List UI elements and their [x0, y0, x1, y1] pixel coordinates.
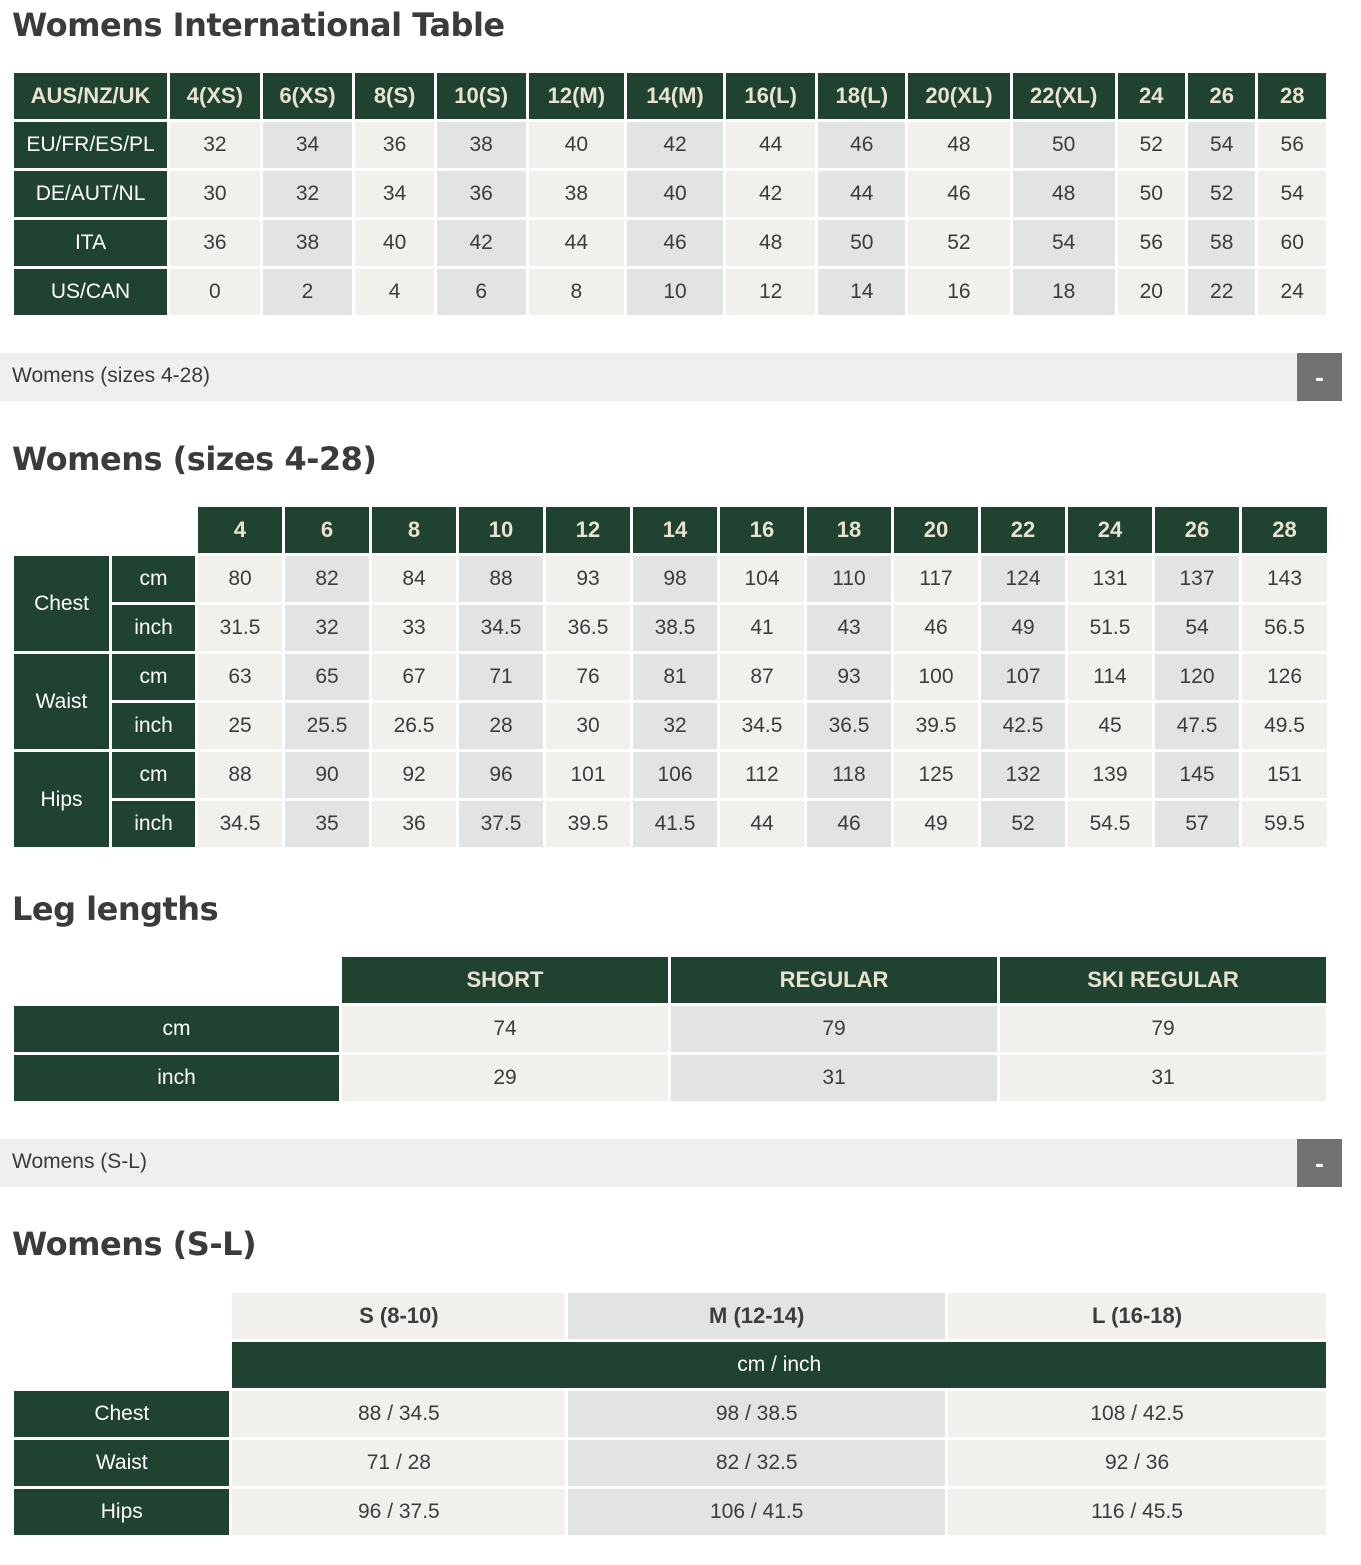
header-cell: 16 [720, 507, 804, 553]
table-cell: 26.5 [372, 703, 456, 749]
table-cell: 49.5 [1242, 703, 1327, 749]
header-cell: 28 [1258, 73, 1326, 119]
table-cell: 151 [1242, 752, 1327, 798]
group-header: Chest [14, 556, 109, 651]
header-cell: 28 [1242, 507, 1327, 553]
empty-corner-cell [14, 1293, 229, 1339]
header-cell: 26 [1155, 507, 1239, 553]
collapse-button[interactable]: - [1297, 353, 1342, 401]
table-cell: 31.5 [198, 605, 282, 651]
header-cell: 20 [894, 507, 978, 553]
table-cell: 38 [529, 171, 625, 217]
table-cell: 34.5 [198, 801, 282, 847]
table-cell: 46 [627, 220, 723, 266]
table-cell: 46 [818, 122, 905, 168]
table-cell: 71 / 28 [232, 1440, 565, 1486]
table-row [14, 269, 1326, 315]
unit-label-row [14, 1342, 1326, 1388]
table-cell: 108 / 42.5 [948, 1391, 1326, 1437]
table-cell: 82 / 32.5 [568, 1440, 945, 1486]
table-cell: 48 [908, 122, 1010, 168]
collapse-button[interactable]: - [1297, 1139, 1342, 1187]
table-cell: 36.5 [807, 703, 891, 749]
header-cell: 18(L) [818, 73, 905, 119]
table-cell: 32 [170, 122, 260, 168]
table-row [14, 801, 1327, 847]
table-cell: 36 [372, 801, 456, 847]
unit-header: cm [112, 654, 195, 700]
unit-header: inch [112, 801, 195, 847]
table-cell: 44 [726, 122, 816, 168]
table-cell: 39.5 [894, 703, 978, 749]
table-cell: 80 [198, 556, 282, 602]
table-cell: 36 [170, 220, 260, 266]
table-cell: 79 [1000, 1006, 1326, 1052]
header-cell: 24 [1068, 507, 1152, 553]
table-cell: 0 [170, 269, 260, 315]
table-cell: 44 [529, 220, 625, 266]
table-row [14, 1006, 1326, 1052]
table-cell: 34.5 [720, 703, 804, 749]
table-cell: 107 [981, 654, 1065, 700]
table-cell: 49 [894, 801, 978, 847]
table-cell: 38 [263, 220, 353, 266]
header-cell: 16(L) [726, 73, 816, 119]
header-cell: 12 [546, 507, 630, 553]
table-cell: 93 [546, 556, 630, 602]
table-cell: 50 [1118, 171, 1185, 217]
table-cell: 92 [372, 752, 456, 798]
table-row [14, 1489, 1326, 1535]
table-cell: 98 / 38.5 [568, 1391, 945, 1437]
unit-header: inch [14, 1055, 339, 1101]
table-cell: 49 [981, 605, 1065, 651]
table-cell: 60 [1258, 220, 1326, 266]
table-cell: 112 [720, 752, 804, 798]
table-cell: 36.5 [546, 605, 630, 651]
table-cell: 36 [437, 171, 526, 217]
header-cell: 10(S) [437, 73, 526, 119]
international-table-title: Womens International Table [12, 6, 505, 44]
header-cell: 26 [1188, 73, 1255, 119]
table-row [14, 220, 1326, 266]
table-row [14, 752, 1327, 798]
table-cell: 106 [633, 752, 717, 798]
header-cell: SKI REGULAR [1000, 957, 1326, 1003]
table-cell: 18 [1013, 269, 1115, 315]
table-cell: 51.5 [1068, 605, 1152, 651]
table-cell: 54 [1155, 605, 1239, 651]
table-cell: 74 [342, 1006, 668, 1052]
table-cell: 82 [285, 556, 369, 602]
table-row [14, 122, 1326, 168]
table-cell: 137 [1155, 556, 1239, 602]
table-cell: 96 / 37.5 [232, 1489, 565, 1535]
header-cell: 22 [981, 507, 1065, 553]
unit-header: cm [112, 752, 195, 798]
table-cell: 131 [1068, 556, 1152, 602]
table-cell: 54 [1188, 122, 1255, 168]
table-cell: 38.5 [633, 605, 717, 651]
table-cell: 88 / 34.5 [232, 1391, 565, 1437]
header-cell: 8 [372, 507, 456, 553]
row-header: EU/FR/ES/PL [14, 122, 167, 168]
unit-header: cm / inch [232, 1342, 1326, 1388]
table-cell: 56.5 [1242, 605, 1327, 651]
table-row [14, 605, 1327, 651]
table-cell: 41.5 [633, 801, 717, 847]
row-header: US/CAN [14, 269, 167, 315]
accordion-label: Womens (sizes 4-28) [12, 364, 211, 387]
table-cell: 2 [263, 269, 353, 315]
table-cell: 34 [263, 122, 353, 168]
table-cell: 40 [355, 220, 434, 266]
table-cell: 4 [355, 269, 434, 315]
header-cell: 6(XS) [263, 73, 353, 119]
header-cell: REGULAR [671, 957, 997, 1003]
table-cell: 50 [818, 220, 905, 266]
table-cell: 31 [1000, 1055, 1326, 1101]
accordion-label: Womens (S-L) [12, 1150, 147, 1173]
table-cell: 63 [198, 654, 282, 700]
table-cell: 90 [285, 752, 369, 798]
table-cell: 124 [981, 556, 1065, 602]
header-cell: 4 [198, 507, 282, 553]
size-header-cell: L (16-18) [948, 1293, 1326, 1339]
empty-corner-cell [14, 1342, 229, 1388]
table-cell: 31 [671, 1055, 997, 1101]
header-cell: 18 [807, 507, 891, 553]
leg-lengths-title: Leg lengths [12, 890, 219, 928]
table-cell: 114 [1068, 654, 1152, 700]
table-cell: 54 [1258, 171, 1326, 217]
table-cell: 41 [720, 605, 804, 651]
header-cell: 14(M) [627, 73, 723, 119]
table-cell: 81 [633, 654, 717, 700]
table-cell: 57 [1155, 801, 1239, 847]
table-cell: 34 [355, 171, 434, 217]
table-cell: 48 [1013, 171, 1115, 217]
table-cell: 87 [720, 654, 804, 700]
table-cell: 46 [908, 171, 1010, 217]
table-row [14, 1440, 1326, 1486]
row-header: Waist [14, 1440, 229, 1486]
table-cell: 58 [1188, 220, 1255, 266]
empty-corner-cell [14, 957, 339, 1003]
header-cell: 12(M) [529, 73, 625, 119]
table-cell: 120 [1155, 654, 1239, 700]
table-cell: 33 [372, 605, 456, 651]
table-row [14, 1055, 1326, 1101]
header-cell: 8(S) [355, 73, 434, 119]
header-cell: 20(XL) [908, 73, 1010, 119]
group-header: Hips [14, 752, 109, 847]
table-cell: 126 [1242, 654, 1327, 700]
table-cell: 110 [807, 556, 891, 602]
table-cell: 39.5 [546, 801, 630, 847]
header-cell: 4(XS) [170, 73, 260, 119]
table-cell: 71 [459, 654, 543, 700]
table-cell: 10 [627, 269, 723, 315]
table-cell: 46 [807, 801, 891, 847]
table-cell: 104 [720, 556, 804, 602]
table-cell: 92 / 36 [948, 1440, 1326, 1486]
header-cell: 22(XL) [1013, 73, 1115, 119]
table-cell: 36 [355, 122, 434, 168]
table-cell: 118 [807, 752, 891, 798]
table-cell: 42 [726, 171, 816, 217]
header-cell: 6 [285, 507, 369, 553]
header-cell: 10 [459, 507, 543, 553]
table-cell: 44 [720, 801, 804, 847]
table-cell: 8 [529, 269, 625, 315]
empty-corner-cell [14, 507, 195, 553]
size-header-cell: M (12-14) [568, 1293, 945, 1339]
table-row [14, 703, 1327, 749]
table-cell: 56 [1258, 122, 1326, 168]
table-cell: 42 [627, 122, 723, 168]
table-cell: 47.5 [1155, 703, 1239, 749]
leg-header-row [14, 957, 1326, 1003]
table-row [14, 171, 1326, 217]
table-cell: 42 [437, 220, 526, 266]
table-cell: 20 [1118, 269, 1185, 315]
sizes-4-28-table [11, 504, 1330, 850]
table-cell: 117 [894, 556, 978, 602]
table-cell: 84 [372, 556, 456, 602]
table-cell: 98 [633, 556, 717, 602]
table-cell: 29 [342, 1055, 668, 1101]
table-cell: 59.5 [1242, 801, 1327, 847]
size-header-cell: S (8-10) [232, 1293, 565, 1339]
table-cell: 52 [1188, 171, 1255, 217]
row-header: Hips [14, 1489, 229, 1535]
table-cell: 14 [818, 269, 905, 315]
sizes-s-l-title: Womens (S-L) [12, 1225, 257, 1263]
table-cell: 22 [1188, 269, 1255, 315]
row-header: ITA [14, 220, 167, 266]
table-cell: 56 [1118, 220, 1185, 266]
table-cell: 54.5 [1068, 801, 1152, 847]
leg-lengths-table [11, 954, 1329, 1104]
table-cell: 32 [633, 703, 717, 749]
table-cell: 43 [807, 605, 891, 651]
table-cell: 35 [285, 801, 369, 847]
table-cell: 52 [981, 801, 1065, 847]
unit-header: cm [112, 556, 195, 602]
unit-header: inch [112, 605, 195, 651]
table-cell: 100 [894, 654, 978, 700]
table-cell: 93 [807, 654, 891, 700]
table-cell: 48 [726, 220, 816, 266]
table-cell: 25 [198, 703, 282, 749]
table-cell: 143 [1242, 556, 1327, 602]
table-cell: 101 [546, 752, 630, 798]
table-row [14, 556, 1327, 602]
table-cell: 34.5 [459, 605, 543, 651]
header-cell: AUS/NZ/UK [14, 73, 167, 119]
table-cell: 88 [198, 752, 282, 798]
table-cell: 44 [818, 171, 905, 217]
international-header-row [14, 73, 1326, 119]
table-cell: 28 [459, 703, 543, 749]
sizes-s-l-table [11, 1290, 1329, 1538]
table-cell: 24 [1258, 269, 1326, 315]
group-header: Waist [14, 654, 109, 749]
table-cell: 16 [908, 269, 1010, 315]
accordion-womens-sizes-4-28[interactable] [0, 353, 1342, 401]
table-cell: 45 [1068, 703, 1152, 749]
table-cell: 106 / 41.5 [568, 1489, 945, 1535]
table-row [14, 654, 1327, 700]
header-cell: 14 [633, 507, 717, 553]
international-size-table [11, 70, 1329, 318]
table-row [14, 1391, 1326, 1437]
table-cell: 32 [263, 171, 353, 217]
table-cell: 76 [546, 654, 630, 700]
table-cell: 25.5 [285, 703, 369, 749]
header-cell: SHORT [342, 957, 668, 1003]
table-cell: 54 [1013, 220, 1115, 266]
row-header: Chest [14, 1391, 229, 1437]
table-cell: 30 [546, 703, 630, 749]
unit-header: cm [14, 1006, 339, 1052]
sizes-4-28-title: Womens (sizes 4-28) [12, 440, 377, 478]
table-cell: 46 [894, 605, 978, 651]
table-cell: 40 [529, 122, 625, 168]
table-cell: 42.5 [981, 703, 1065, 749]
table-cell: 38 [437, 122, 526, 168]
sizes-header-row [14, 507, 1327, 553]
table-cell: 145 [1155, 752, 1239, 798]
table-cell: 40 [627, 171, 723, 217]
table-cell: 30 [170, 171, 260, 217]
header-cell: 24 [1118, 73, 1185, 119]
table-cell: 88 [459, 556, 543, 602]
unit-header: inch [112, 703, 195, 749]
table-cell: 139 [1068, 752, 1152, 798]
table-cell: 65 [285, 654, 369, 700]
table-cell: 6 [437, 269, 526, 315]
row-header: DE/AUT/NL [14, 171, 167, 217]
table-cell: 37.5 [459, 801, 543, 847]
table-cell: 50 [1013, 122, 1115, 168]
table-cell: 132 [981, 752, 1065, 798]
size-label-row [14, 1293, 1326, 1339]
table-cell: 116 / 45.5 [948, 1489, 1326, 1535]
table-cell: 96 [459, 752, 543, 798]
accordion-womens-s-l[interactable] [0, 1139, 1342, 1187]
table-cell: 32 [285, 605, 369, 651]
table-cell: 52 [908, 220, 1010, 266]
table-cell: 12 [726, 269, 816, 315]
table-cell: 79 [671, 1006, 997, 1052]
table-cell: 125 [894, 752, 978, 798]
table-cell: 52 [1118, 122, 1185, 168]
table-cell: 67 [372, 654, 456, 700]
